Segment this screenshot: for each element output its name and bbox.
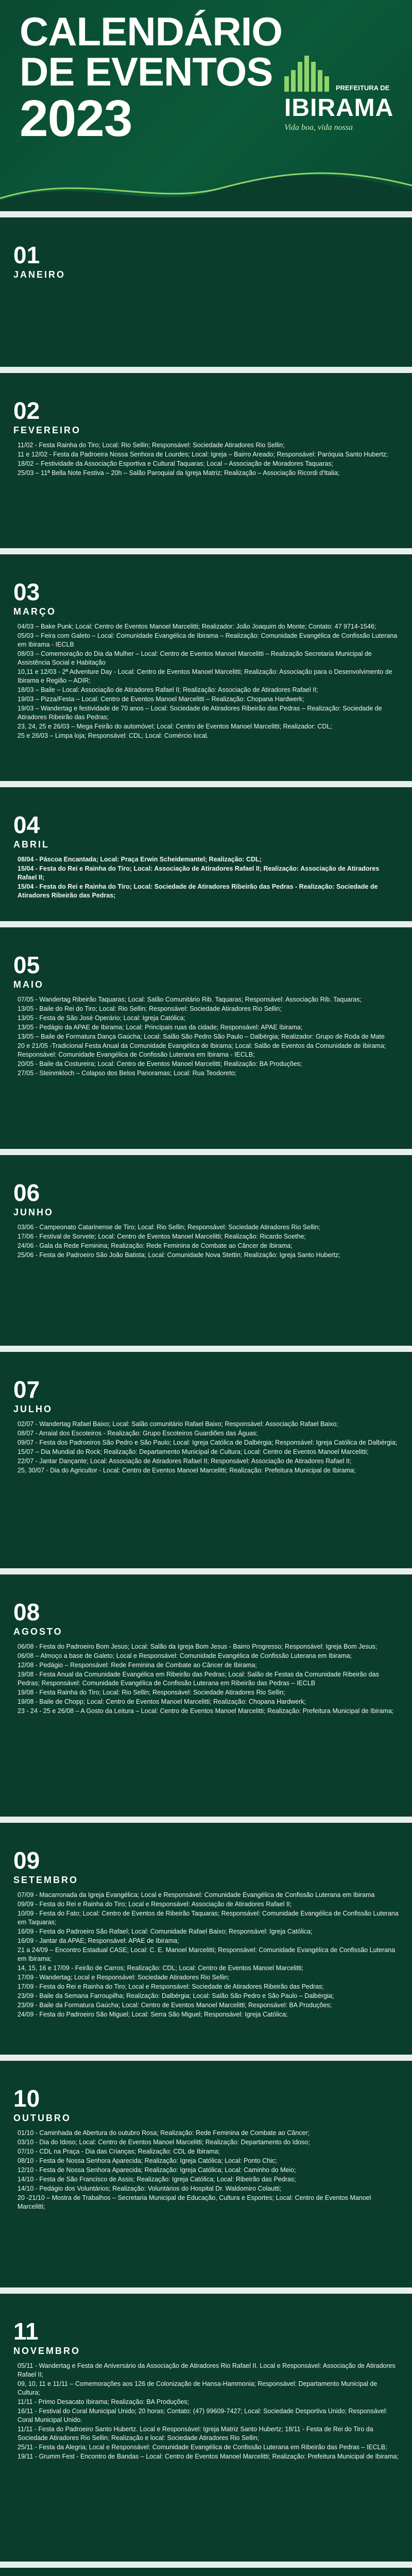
event-item: 16/09 - Festa do Padroeiro São Rafael; Local: Comunidade Rafael Baixo; Responsável: Igreja Católica; xyxy=(18,1928,313,1935)
event-item: 17/06 - Festival de Sorvete; Local: Centro de Eventos Manoel Marcelitti; Realização: Ricardo Soethe; xyxy=(18,1233,306,1240)
month-events xyxy=(0,1223,412,1260)
event-item: 19/03 – Wandertag e festividade de 70 anos – Local: Sociedade de Atiradores Ribeirão das Pedras – Realização: Sociedade de Atiradores Ribeirão das Pedras; xyxy=(18,705,382,721)
month-divider xyxy=(0,211,412,217)
month-events xyxy=(0,995,412,1078)
month-divider xyxy=(0,1346,412,1352)
month-section xyxy=(0,554,412,781)
event-item: 06/08 – Almoço a base de Galeto; Local e Responsável: Comunidade Evangélica de Confissão Luterana em Ibirama; xyxy=(18,1652,352,1659)
event-item: 25/11 - Festa da Alegria; Local e Responsável: Comunidade Evangélica de Confissão Luterana em Ribeirão das Pedras – IECLB; xyxy=(18,2444,387,2451)
event-item: 19/03 – Pizza/Festa – Local: Centro de Eventos Manoel Marcelitti – Realização: Chopana Hardwerk; xyxy=(18,696,304,703)
event-item: 21 a 24/09 – Encontro Estadual CASE; Local: C. E. Manoel Marcelitti; Responsável: Comunidade Evangélica de Confissão Luterana em Ibirama; xyxy=(18,1946,396,1962)
event-item: 23 - 24 - 25 e 26/08 – A Gosto da Leitura – Local: Centro de Eventos Manoel Marcelitti; Realização: Prefeitura Municipal de Ibirama; xyxy=(18,1707,394,1715)
month-number: 08 xyxy=(13,1599,40,1625)
ibirama-logo xyxy=(284,56,394,132)
month-number: 03 xyxy=(13,579,40,605)
month-divider xyxy=(0,367,412,373)
title-line-3: 2023 xyxy=(20,90,132,147)
month-events xyxy=(0,622,412,740)
month-name: JUNHO xyxy=(13,1207,54,1217)
event-item: 22/07 - Jantar Dançante; Local: Associação de Atiradores Rafael II; Responsável: Associação de Atiradores Rafael II; xyxy=(18,1458,352,1465)
month-number: 11 xyxy=(13,2318,39,2345)
event-item: 15/04 - Festa do Rei e Rainha do Tiro; Local: Associação de Atiradores Rafael II; Realização: Associação de Atiradores Rafael II; xyxy=(18,865,380,881)
month-divider xyxy=(0,2287,412,2294)
month-divider xyxy=(0,1817,412,1823)
month-number: 02 xyxy=(13,397,40,424)
month-events xyxy=(0,2129,412,2211)
logo-prefeitura: PREFEITURA DE xyxy=(336,84,390,92)
event-item: 03/10 - Dia do Idoso; Local: Centro de Eventos Manoel Marcelitti; Realização: Departamento do Idoso; xyxy=(18,2139,310,2146)
event-item: 17/09 - Wandertag; Local e Responsável: Sociedade Atiradores Rio Sellin; xyxy=(18,1974,230,1981)
event-item: 09/09 - Festa do Rei e Rainha do Tiro; Local e Responsável: Associação de Atiradores Rafael II; xyxy=(18,1901,292,1908)
event-item: 07/05 - Wandertag Ribeirão Taquaras; Local: Salão Comunitário Rib. Taquaras; Responsável: Associação Rib. Taquaras; xyxy=(18,996,362,1003)
header-banner xyxy=(0,0,412,211)
event-item: 10,11 e 12/03 - 2ª Adventure Day - Local: Centro de Eventos Manoel Marcelitti; Realização: Associação para o Desenvolvimento de Ibirama e Região – ADIR; xyxy=(18,668,392,684)
month-name: OUTUBRO xyxy=(13,2113,71,2123)
month-name: AGOSTO xyxy=(13,1626,63,1637)
event-item: 11/11 - Festa do Padroeiro Santo Hubertz. Local e Responsável: Igreja Matriz Santo Hubertz; 18/11 - Festa de Rei do Tiro da Sociedade Atiradores Rio Sellin; Realização e local: Sociedade Atiradores Rio Sellin; xyxy=(18,2426,373,2442)
month-name: FEVEREIRO xyxy=(13,425,81,435)
event-item: 04/03 – Bake Punk; Local: Centro de Eventos Manoel Marcelitti; Realizador: João Joaquim do Monte; Contato: 47 9714-1546; xyxy=(18,623,376,630)
event-item: 15/07 – Dia Mundial do Rock; Realização: Departamento Municipal de Cultura; Local: Centro de Eventos Manoel Marcelitti; xyxy=(18,1448,369,1455)
month-events xyxy=(0,1891,412,2019)
month-section xyxy=(0,1352,412,1568)
event-item: 25/03 – 11ª Bella Note Festiva – 20h – Salão Paroquial da Igreja Matriz; Realização – Associação Ricordi d'Italia; xyxy=(18,469,340,477)
event-item: 23, 24, 25 e 26/03 – Mega Feirão do automóvel; Local: Centro de Eventos Manoel Marcelitti; Realizador: CDL; xyxy=(18,723,332,730)
event-item: 10/09 - Festa do Fato; Local: Centro de Eventos de Ribeirão Taquaras; Responsável: Comunidade Evangélica de Confissão Luterana em Taquaras; xyxy=(18,1910,399,1926)
event-item: 13/05 - Baile do Rei do Tiro; Local: Rio Sellin; Responsável: Sociedade Atiradores Rio Sellin; xyxy=(18,1005,282,1012)
event-item: 11 e 12/02 - Festa da Padroeira Nossa Senhora de Lourdes; Local: Igreja – Bairro Areado; Responsável: Paróquia Santo Hubertz; xyxy=(18,451,388,458)
month-section xyxy=(0,927,412,1149)
month-name: SETEMBRO xyxy=(13,1875,79,1885)
title-line-1: CALENDÁRIO xyxy=(20,9,282,54)
event-item: 20 e 21/05 -Tradicional Festa Anual da Comunidade Evangélica de Ibirama; Local: Salão de Eventos da Comunidade de Ibirama; Responsável: Comunidade Evangélica de Confissão Luterana em Ibirama - IECLB; xyxy=(18,1042,386,1058)
month-section xyxy=(0,1574,412,1817)
month-divider xyxy=(0,1568,412,1574)
logo-bars-icon xyxy=(284,56,332,92)
event-item: 05/03 – Feira com Galeto – Local: Comunidade Evangélica de Ibirama – Realização: Comunidade Evangélica de Confissão Luterana em Ibirama - IECLB xyxy=(18,632,398,648)
month-name: MARÇO xyxy=(13,606,56,617)
month-divider xyxy=(0,1149,412,1155)
month-number: 04 xyxy=(13,811,40,838)
month-section xyxy=(0,373,412,548)
month-name: JANEIRO xyxy=(13,269,66,280)
month-divider xyxy=(0,2055,412,2061)
month-number: 09 xyxy=(13,1847,40,1874)
month-name: ABRIL xyxy=(13,839,49,850)
event-item: 05/11 - Wandertag e Festa de Aniversário da Associação de Atiradores Rio Rafael II. Local e Responsável: Associação de Atiradores Rafael II; xyxy=(18,2362,396,2378)
month-section xyxy=(0,2061,412,2287)
event-item: 27/05 - Steinmkloch – Colapso dos Belos Panoramas; Local: Rua Teodoreto; xyxy=(18,1070,237,1077)
month-section xyxy=(0,2294,412,2562)
month-number: 06 xyxy=(13,1179,40,1206)
event-item: 19/08 - Baile de Chopp; Local: Centro de Eventos Manoel Marcelitti; Realização: Chopana Hardwerk; xyxy=(18,1698,306,1705)
event-item: 11/11 - Primo Desacato Ibirama; Realização: BA Produções; xyxy=(18,2398,190,2405)
event-item: 08/07 - Arraial dos Escoteiros - Realização: Grupo Escoteiros Guardiões das Águas; xyxy=(18,1430,258,1437)
month-name: JULHO xyxy=(13,1404,53,1414)
event-item: 14/10 - Festa de São Francisco de Assis; Realização: Igreja Católica; Local: Ribeirão das Pedras; xyxy=(18,2176,296,2183)
event-item: 06/08 - Festa do Padroeiro Bom Jesus; Local: Salão da Igreja Bom Jesus - Bairro Progresso; Responsável: Igreja Bom Jesus; xyxy=(18,1643,377,1650)
event-item: 08/03 – Comemoração do Dia da Mulher – Local: Centro de Eventos Manoel Marcelitti – Realização Secretaria Municipal de Assistência Social e Habitação xyxy=(18,650,372,666)
event-item: 18/02 – Festividade da Associação Esportiva e Cultural Taquaras; Local – Associação de Moradores Taquaras; xyxy=(18,460,334,467)
event-item: 02/07 - Wandertag Rafael Baixo; Local: Salão comunitário Rafael Baixo; Responsável: Associação Rafael Baixo; xyxy=(18,1420,338,1428)
month-section xyxy=(0,1823,412,2055)
month-divider xyxy=(0,2562,412,2568)
month-section xyxy=(0,787,412,921)
month-name: MAIO xyxy=(13,979,44,990)
event-item: 09, 10, 11 e 11/11 – Comemorações aos 126 de Colonização de Hansa-Hammonia; Responsável: Departamento Municipal de Cultura; xyxy=(18,2380,377,2396)
event-item: 16/11 - Festival do Coral Municipal Unido; 20 horas; Contato: (47) 99609-7427; Local: Sociedade Desportiva Unido; Responsável: Coral Municipal Unido. xyxy=(18,2408,388,2424)
event-item: 08/04 - Páscoa Encantada; Local: Praça Erwin Scheidemantel; Realização: CDL; xyxy=(18,856,262,863)
event-item: 11/02 - Festa Rainha do Tiro; Local: Rio Sellin; Responsável: Sociedade Atiradores Rio Sellin; xyxy=(18,442,285,449)
title-line-2: DE EVENTOS xyxy=(20,49,273,94)
event-item: 19/11 - Grumm Fest - Encontro de Bandas – Local: Centro de Eventos Manoel Marcelitti; Realização: Prefeitura Municipal de Ibirama; xyxy=(18,2453,399,2460)
month-events xyxy=(0,1642,412,1716)
event-item: 12/10 - Festa de Nossa Senhora Aparecida; Realização: Igreja Católica; Local: Caminho do Meio; xyxy=(18,2166,296,2174)
month-number: 01 xyxy=(13,242,40,268)
event-item: 01/10 - Caminhada de Abertura do outubro Rosa; Realização: Rede Feminina de Combate ao Câncer; xyxy=(18,2129,310,2137)
month-events xyxy=(0,2362,412,2461)
event-item: 09/07 - Festa dos Padroeiros São Pedro e São Paulo; Local: Igreja Católica de Dalbérgia; Responsável: Igreja Católica de Dalbérgia; xyxy=(18,1439,398,1446)
event-item: 24/06 - Gala da Rede Feminina; Realização: Rede Feminina de Combate ao Câncer de Ibirama; xyxy=(18,1242,293,1249)
month-number: 07 xyxy=(13,1376,40,1403)
months-list xyxy=(0,211,412,2576)
event-item: 20 -21/10 – Mostra de Trabalhos – Secretaria Municipal de Educação, Cultura e Esportes; Local: Centro de Eventos Manoel Marcelitti; xyxy=(18,2194,371,2210)
event-item: 25 e 26/03 – Limpa loja; Responsável: CDL; Local: Comércio local. xyxy=(18,732,209,739)
month-number: 10 xyxy=(13,2085,40,2112)
event-item: 07/09 - Macarronada da Igreja Evangélica; Local e Responsável: Comunidade Evangélica de Confissão Luterana em Ibirama xyxy=(18,1891,375,1899)
event-item: 13/05 – Baile de Formatura Dança Gaúcha; Local: Salão São Pedro São Paulo – Dalbérgia; Realizador: Grupo de Roda de Mate xyxy=(18,1033,385,1040)
month-section xyxy=(0,217,412,367)
month-events xyxy=(0,855,412,900)
event-item: 25, 30/07 - Dia do Agricultor - Local: Centro de Eventos Manoel Marcelitti; Realização: Prefeitura Municipal de Ibirama; xyxy=(18,1467,356,1474)
event-item: 18/03 – Baile – Local: Associação de Atiradores Rafael II; Realização: Associação de Atiradores Rafael II; xyxy=(18,686,318,693)
month-divider xyxy=(0,921,412,927)
event-item: 08/10 - Festa de Nossa Senhora Aparecida; Realização: Igreja Católica; Local: Ponto Chic; xyxy=(18,2157,277,2164)
event-item: 23/09 - Baile da Formatura Gaúcha; Local: Centro de Eventos Manoel Marcelitti; Responsável: BA Produções; xyxy=(18,2002,332,2009)
month-name: NOVEMBRO xyxy=(13,2346,81,2356)
event-item: 13/05 - Pedágio da APAE de Ibirama; Local: Principais ruas da cidade; Responsável: APAE Ibirama; xyxy=(18,1024,303,1031)
event-item: 12/08 - Pedágio – Responsável: Rede Feminina de Combate ao Câncer de Ibirama; xyxy=(18,1662,257,1669)
event-item: 19/08 - Festa Rainha do Tiro; Local: Rio Sellin; Responsável: Sociedade Atiradores Rio Sellin; xyxy=(18,1689,285,1696)
month-section xyxy=(0,1155,412,1346)
month-divider xyxy=(0,548,412,554)
event-item: 13/05 - Festa de São José Operário; Local: Igreja Católica; xyxy=(18,1014,185,1022)
event-item: 16/09 - Jantar da APAE; Responsável: APAE de Ibirama; xyxy=(18,1937,179,1944)
calendar-title xyxy=(20,11,282,145)
month-section xyxy=(0,2568,412,2576)
event-item: 17/09 - Festa do Rei e Rainha do Tiro; Local e Responsável: Sociedade de Atiradores Ribeirão das Pedras; xyxy=(18,1983,324,1990)
month-events xyxy=(0,441,412,478)
event-item: 20/05 - Baile da Costureira; Local: Centro de Eventos Manoel Marcelitti; Realização: BA Produções; xyxy=(18,1060,302,1067)
event-item: 19/08 - Festa Anual da Comunidade Evangélica em Ribeirão das Pedras; Local: Salão de Festas da Comunidade Ribeirão das Pedras; Responsável: Comunidade Evangélica de Confissão Luterana em Ribeirão das Pedras – IECLB xyxy=(18,1671,379,1687)
event-item: 14, 15, 16 e 17/09 - Feirão de Carros; Realização: CDL; Local: Centro de Eventos Manoel Marcelitti; xyxy=(18,1964,304,1972)
event-item: 15/04 - Festa do Rei e Rainha do Tiro; Local: Sociedade de Atiradores Ribeirão das Pedras - Realização: Sociedade de Atiradores Ribeirão das Pedras; xyxy=(18,883,378,899)
wave-decoration-icon xyxy=(0,170,412,211)
event-item: 14/10 - Pedágio dos Voluntários; Realização: Voluntários do Hospital Dr. Waldomiro Colautti; xyxy=(18,2185,282,2192)
logo-name: IBIRAMA xyxy=(284,94,394,122)
event-item: 23/09 - Baile da Semana Farroupilha; Realização: Dalbérgia; Local: Salão São Pedro e São Paulo – Dalbérgia; xyxy=(18,1992,334,1999)
event-item: 25/06 - Festa de Padroeiro São João Batista; Local: Comunidade Nova Stettin; Realização: Igreja Santo Hubertz; xyxy=(18,1251,340,1259)
logo-slogan: Vida boa, vida nossa xyxy=(284,123,353,132)
event-item: 03/06 - Campeonato Catarinense de Tiro; Local: Rio Sellin; Responsável: Sociedade Atiradores Rio Sellin; xyxy=(18,1224,320,1231)
month-divider xyxy=(0,781,412,787)
month-number: 05 xyxy=(13,952,40,978)
month-events xyxy=(0,1420,412,1475)
event-item: 24/09 - Festa do Padroeiro São Miguel; Local: Serra São Miguel; Responsável: Igreja Católica; xyxy=(18,2011,288,2018)
event-item: 07/10 - CDL na Praça - Dia das Crianças; Realização: CDL de Ibirama; xyxy=(18,2148,220,2155)
